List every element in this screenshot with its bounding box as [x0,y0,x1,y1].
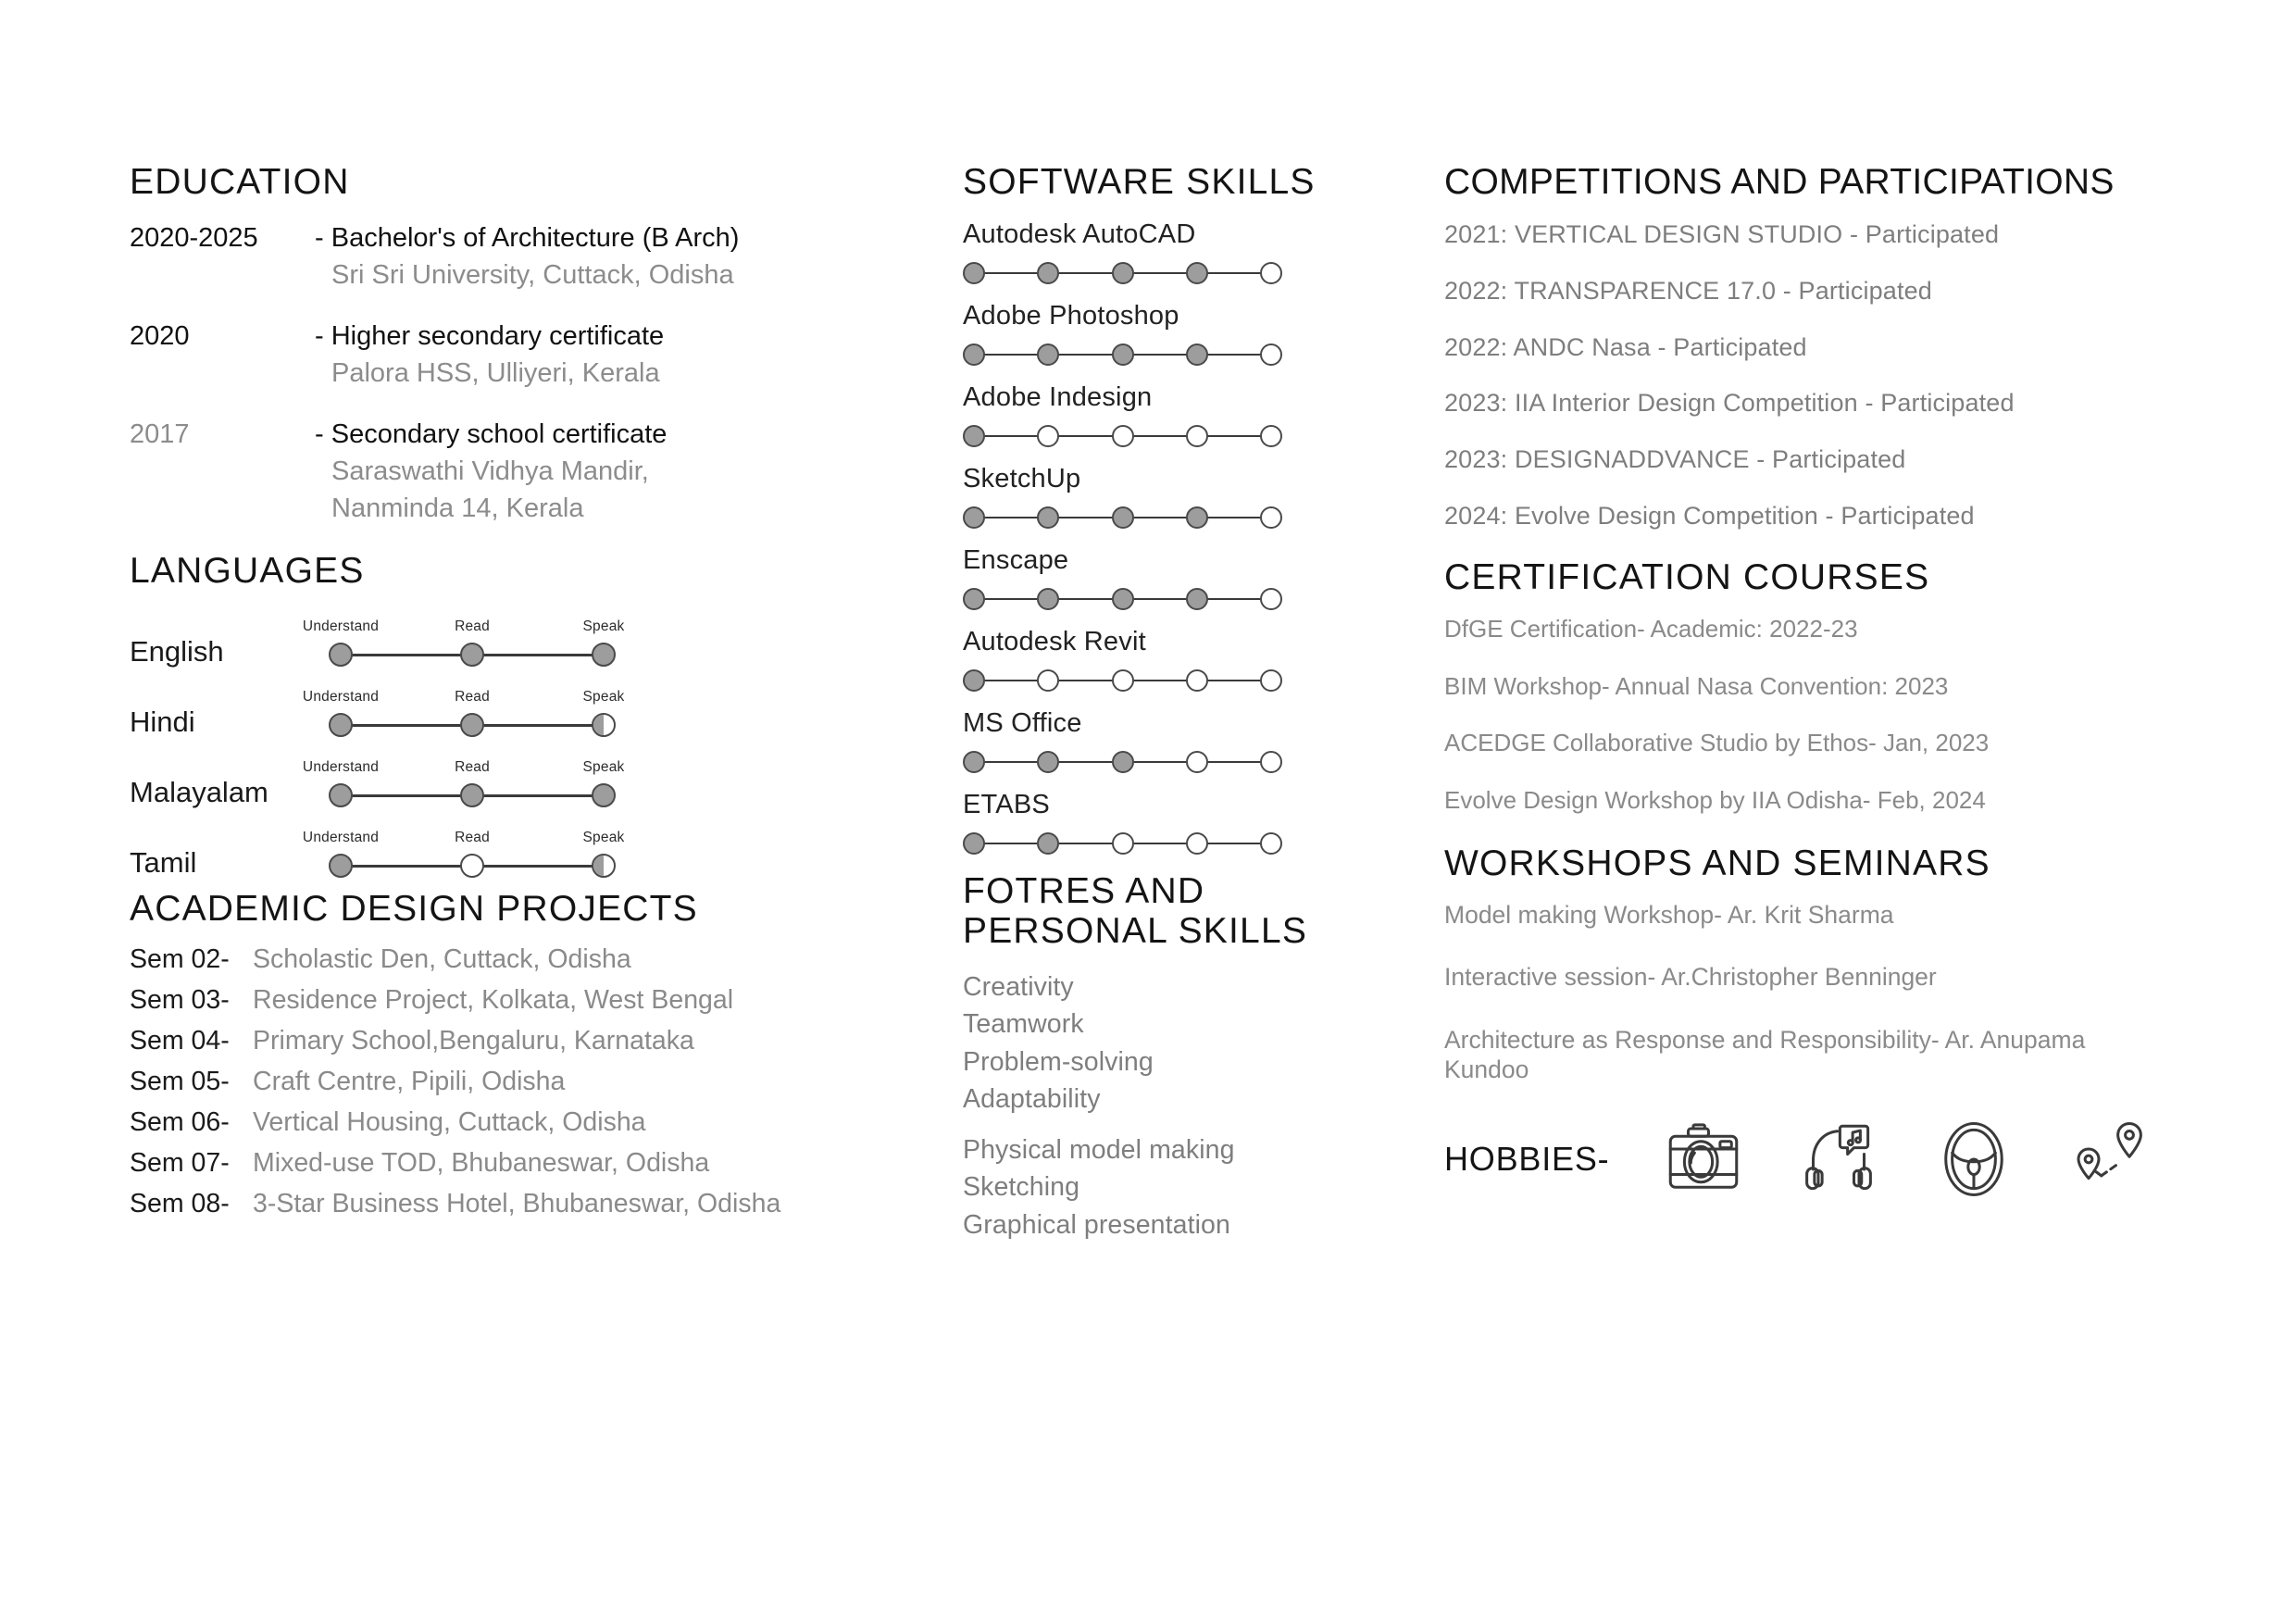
language-row [130,607,963,676]
education-title-line [315,416,963,453]
project-row [130,1188,963,1218]
rating-dot-3[interactable] [1112,425,1134,447]
column-left [130,162,963,1624]
competitions-heading: COMPETITIONS AND PARTICIPATIONS [1444,162,2115,202]
language-dot-understand[interactable] [329,713,353,737]
rating-dot-2[interactable] [1037,262,1059,284]
project-semester: Sem 06- [130,1106,230,1137]
rating-dot-1[interactable] [963,751,985,773]
personal-skill-item: Teamwork [963,1009,1084,1040]
software-skill-rating[interactable] [963,831,1282,856]
software-skill-name: SketchUp [963,463,1081,493]
workshop-item: Architecture as Response and Responsibility- Ar. Anupama Kundoo [1444,1026,2086,1083]
software-skill-name: Autodesk AutoCAD [963,219,1196,249]
education-institution: Palora HSS, Ulliyeri, Kerala [331,357,660,388]
language-row [130,748,963,817]
certification-item: ACEDGE Collaborative Studio by Ethos- Jan, 2023 [1444,729,1990,757]
software-skill-rating[interactable] [963,749,1282,775]
competition-item: 2023: IIA Interior Design Competition - Participated [1444,389,2015,418]
certifications-heading: CERTIFICATION COURSES [1444,557,1930,598]
personal-skills-heading [963,871,1444,952]
personal-skills-list [963,968,1444,1243]
personal-skill-item: Creativity [963,972,1074,1003]
language-row [130,818,963,887]
axis-label-read: Read [455,759,490,776]
rating-dot-4[interactable] [1186,425,1208,447]
rating-dot-1[interactable] [963,669,985,692]
project-semester: Sem 02- [130,944,230,975]
language-dot-understand[interactable] [329,783,353,807]
education-year: 2020 [130,320,190,351]
project-name: Residence Project, Kolkata, West Bengal [253,985,734,1016]
headphones-music-icon [1798,1118,1879,1200]
software-skill-rating[interactable] [963,260,1282,286]
certification-item: DfGE Certification- Academic: 2022-23 [1444,614,1858,643]
rating-dot-5[interactable] [1260,425,1282,447]
language-axis-labels [302,830,625,850]
education-detail [315,416,963,527]
project-semester: Sem 03- [130,985,230,1016]
academic-projects-list [130,946,963,1218]
personal-skill-item: Problem-solving [963,1046,1154,1077]
rating-dot-2[interactable] [1037,344,1059,366]
language-axis-labels [302,689,625,709]
competition-item: 2022: TRANSPARENCE 17.0 - Participated [1444,276,1932,305]
education-title: Higher secondary certificate [331,320,665,351]
rating-dot-5[interactable] [1260,588,1282,610]
project-name: Vertical Housing, Cuttack, Odisha [253,1106,646,1137]
personal-skill-item: Physical model making [963,1134,1235,1165]
certification-item: BIM Workshop- Annual Nasa Convention: 2023 [1444,671,1949,700]
rating-dot-3[interactable] [1112,262,1134,284]
rating-dot-2[interactable] [1037,506,1059,529]
camera-icon [1663,1118,1744,1200]
rating-dot-4[interactable] [1186,669,1208,692]
project-name: Scholastic Den, Cuttack, Odisha [253,944,631,975]
rating-dot-1[interactable] [963,506,985,529]
axis-label-read: Read [455,830,490,846]
axis-label-speak: Speak [582,759,625,776]
software-skill-item [963,464,1444,531]
rating-dot-4[interactable] [1186,506,1208,529]
competition-item: 2021: VERTICAL DESIGN STUDIO - Participated [1444,219,2000,248]
project-row [130,1025,963,1056]
rating-dot-3[interactable] [1112,344,1134,366]
personal-skills-heading-line1: FOTRES AND [963,870,1205,911]
academic-projects-heading: ACADEMIC DESIGN PROJECTS [130,889,698,930]
software-skills-heading: SOFTWARE SKILLS [963,162,1316,202]
software-skill-rating[interactable] [963,668,1282,693]
competition-item: 2023: DESIGNADDVANCE - Participated [1444,445,1906,474]
rating-dot-4[interactable] [1186,588,1208,610]
software-skill-name: Autodesk Revit [963,626,1146,656]
axis-label-understand: Understand [302,618,380,635]
personal-skill-item: Sketching [963,1172,1080,1203]
workshop-item: Model making Workshop- Ar. Krit Sharma [1444,900,1894,929]
rating-dot-5[interactable] [1260,506,1282,529]
languages-list [130,607,963,887]
project-row [130,1147,963,1178]
rating-dot-5[interactable] [1260,669,1282,692]
axis-label-speak: Speak [582,618,625,635]
language-dot-read[interactable] [460,713,484,737]
rating-dot-4[interactable] [1186,832,1208,855]
project-name: Mixed-use TOD, Bhubaneswar, Odisha [253,1147,710,1178]
education-detail [315,318,963,392]
personal-skills-heading-line2: PERSONAL SKILLS [963,911,1308,952]
rating-dot-3[interactable] [1112,832,1134,855]
rating-dot-3[interactable] [1112,669,1134,692]
software-skill-name: Enscape [963,544,1069,575]
software-skill-rating[interactable] [963,423,1282,449]
software-skill-item [963,219,1444,286]
software-skill-name: Adobe Photoshop [963,300,1179,331]
education-dash: - [315,418,324,449]
education-title-line [315,318,963,355]
project-semester: Sem 05- [130,1066,230,1096]
education-title-line [315,219,963,256]
project-row [130,1068,963,1096]
software-skill-item [963,790,1444,856]
rating-dot-2[interactable] [1037,588,1059,610]
language-dot-read[interactable] [460,854,484,878]
software-skill-rating[interactable] [963,342,1282,368]
rating-dot-5[interactable] [1260,262,1282,284]
education-institution-line2: Nanminda 14, Kerala [331,493,584,523]
education-title: Bachelor's of Architecture (B Arch) [331,222,740,253]
rating-dot-5[interactable] [1260,751,1282,773]
language-slider[interactable] [302,689,625,746]
axis-label-read: Read [455,618,490,635]
education-title: Secondary school certificate [331,418,668,449]
languages-heading: LANGUAGES [130,550,365,591]
language-dot-speak[interactable] [592,854,616,878]
project-row [130,946,963,974]
rating-dot-2[interactable] [1037,669,1059,692]
project-semester: Sem 07- [130,1147,230,1178]
project-name: Primary School,Bengaluru, Karnataka [253,1025,694,1056]
language-name: English [130,635,224,668]
workshops-list [1444,901,2296,1085]
project-row [130,987,963,1015]
language-slider[interactable] [302,618,625,676]
software-skill-item [963,382,1444,449]
software-skill-name: Adobe Indesign [963,381,1153,412]
personal-skill-item: Adaptability [963,1084,1101,1115]
software-skill-item [963,708,1444,775]
language-dot-speak[interactable] [592,783,616,807]
education-institution: Saraswathi Vidhya Mandir, [331,456,649,486]
software-skill-name: MS Office [963,707,1082,738]
axis-label-read: Read [455,689,490,706]
language-dot-speak[interactable] [592,643,616,667]
education-entry [130,416,963,527]
language-name: Hindi [130,706,195,739]
language-slider[interactable] [302,830,625,887]
column-right [1444,162,2296,1624]
software-skill-rating[interactable] [963,505,1282,531]
axis-label-understand: Understand [302,830,380,846]
software-skill-rating[interactable] [963,586,1282,612]
language-dot-speak[interactable] [592,713,616,737]
rating-dot-5[interactable] [1260,832,1282,855]
education-dash: - [315,222,324,253]
rating-dot-1[interactable] [963,344,985,366]
axis-label-speak: Speak [582,830,625,846]
project-name: 3-Star Business Hotel, Bhubaneswar, Odisha [253,1188,781,1218]
education-entry [130,318,963,392]
education-dash: - [315,320,324,351]
rating-dot-3[interactable] [1112,588,1134,610]
software-skill-item [963,545,1444,612]
language-dot-read[interactable] [460,783,484,807]
axis-label-speak: Speak [582,689,625,706]
rating-dot-1[interactable] [963,832,985,855]
travel-pins-icon [2068,1118,2150,1200]
rating-dot-5[interactable] [1260,344,1282,366]
education-institution: Sri Sri University, Cuttack, Odisha [331,259,734,290]
rating-dot-2[interactable] [1037,425,1059,447]
language-dot-understand[interactable] [329,854,353,878]
project-name: Craft Centre, Pipili, Odisha [253,1066,566,1096]
project-row [130,1106,963,1137]
certifications-list [1444,615,2296,816]
rating-dot-1[interactable] [963,425,985,447]
language-dot-read[interactable] [460,643,484,667]
language-slider[interactable] [302,759,625,817]
language-dot-understand[interactable] [329,643,353,667]
education-year: 2020-2025 [130,222,258,253]
software-skills-list [963,219,1444,856]
hobbies-section [1444,1118,2296,1200]
certification-item: Evolve Design Workshop by IIA Odisha- Feb, 2024 [1444,786,1986,815]
axis-label-understand: Understand [302,759,380,776]
rating-dot-4[interactable] [1186,751,1208,773]
project-semester: Sem 04- [130,1025,230,1056]
rating-dot-4[interactable] [1186,262,1208,284]
language-row [130,678,963,746]
workshops-heading: WORKSHOPS AND SEMINARS [1444,843,1990,883]
education-detail [315,219,963,294]
language-axis-labels [302,618,625,639]
column-middle [963,162,1444,1624]
rating-dot-3[interactable] [1112,751,1134,773]
axis-label-understand: Understand [302,689,380,706]
software-skill-item [963,301,1444,368]
software-skill-name: ETABS [963,789,1050,819]
personal-skill-item: Graphical presentation [963,1209,1230,1240]
rating-dot-1[interactable] [963,262,985,284]
rating-dot-3[interactable] [1112,506,1134,529]
workshop-item: Interactive session- Ar.Christopher Benninger [1444,963,1937,992]
rating-dot-2[interactable] [1037,832,1059,855]
education-entry [130,219,963,294]
rating-dot-2[interactable] [1037,751,1059,773]
competition-item: 2022: ANDC Nasa - Participated [1444,332,1807,361]
project-semester: Sem 08- [130,1188,230,1218]
education-list [130,219,963,527]
steering-wheel-icon [1933,1118,2015,1200]
language-name: Tamil [130,846,197,880]
education-year: 2017 [130,418,190,449]
software-skill-item [963,627,1444,693]
education-heading: EDUCATION [130,162,350,202]
rating-dot-1[interactable] [963,588,985,610]
hobbies-label: HOBBIES- [1444,1139,1610,1178]
language-axis-labels [302,759,625,780]
rating-dot-4[interactable] [1186,344,1208,366]
competitions-list [1444,219,2296,532]
competition-item: 2024: Evolve Design Competition - Participated [1444,502,1975,531]
language-name: Malayalam [130,776,268,809]
